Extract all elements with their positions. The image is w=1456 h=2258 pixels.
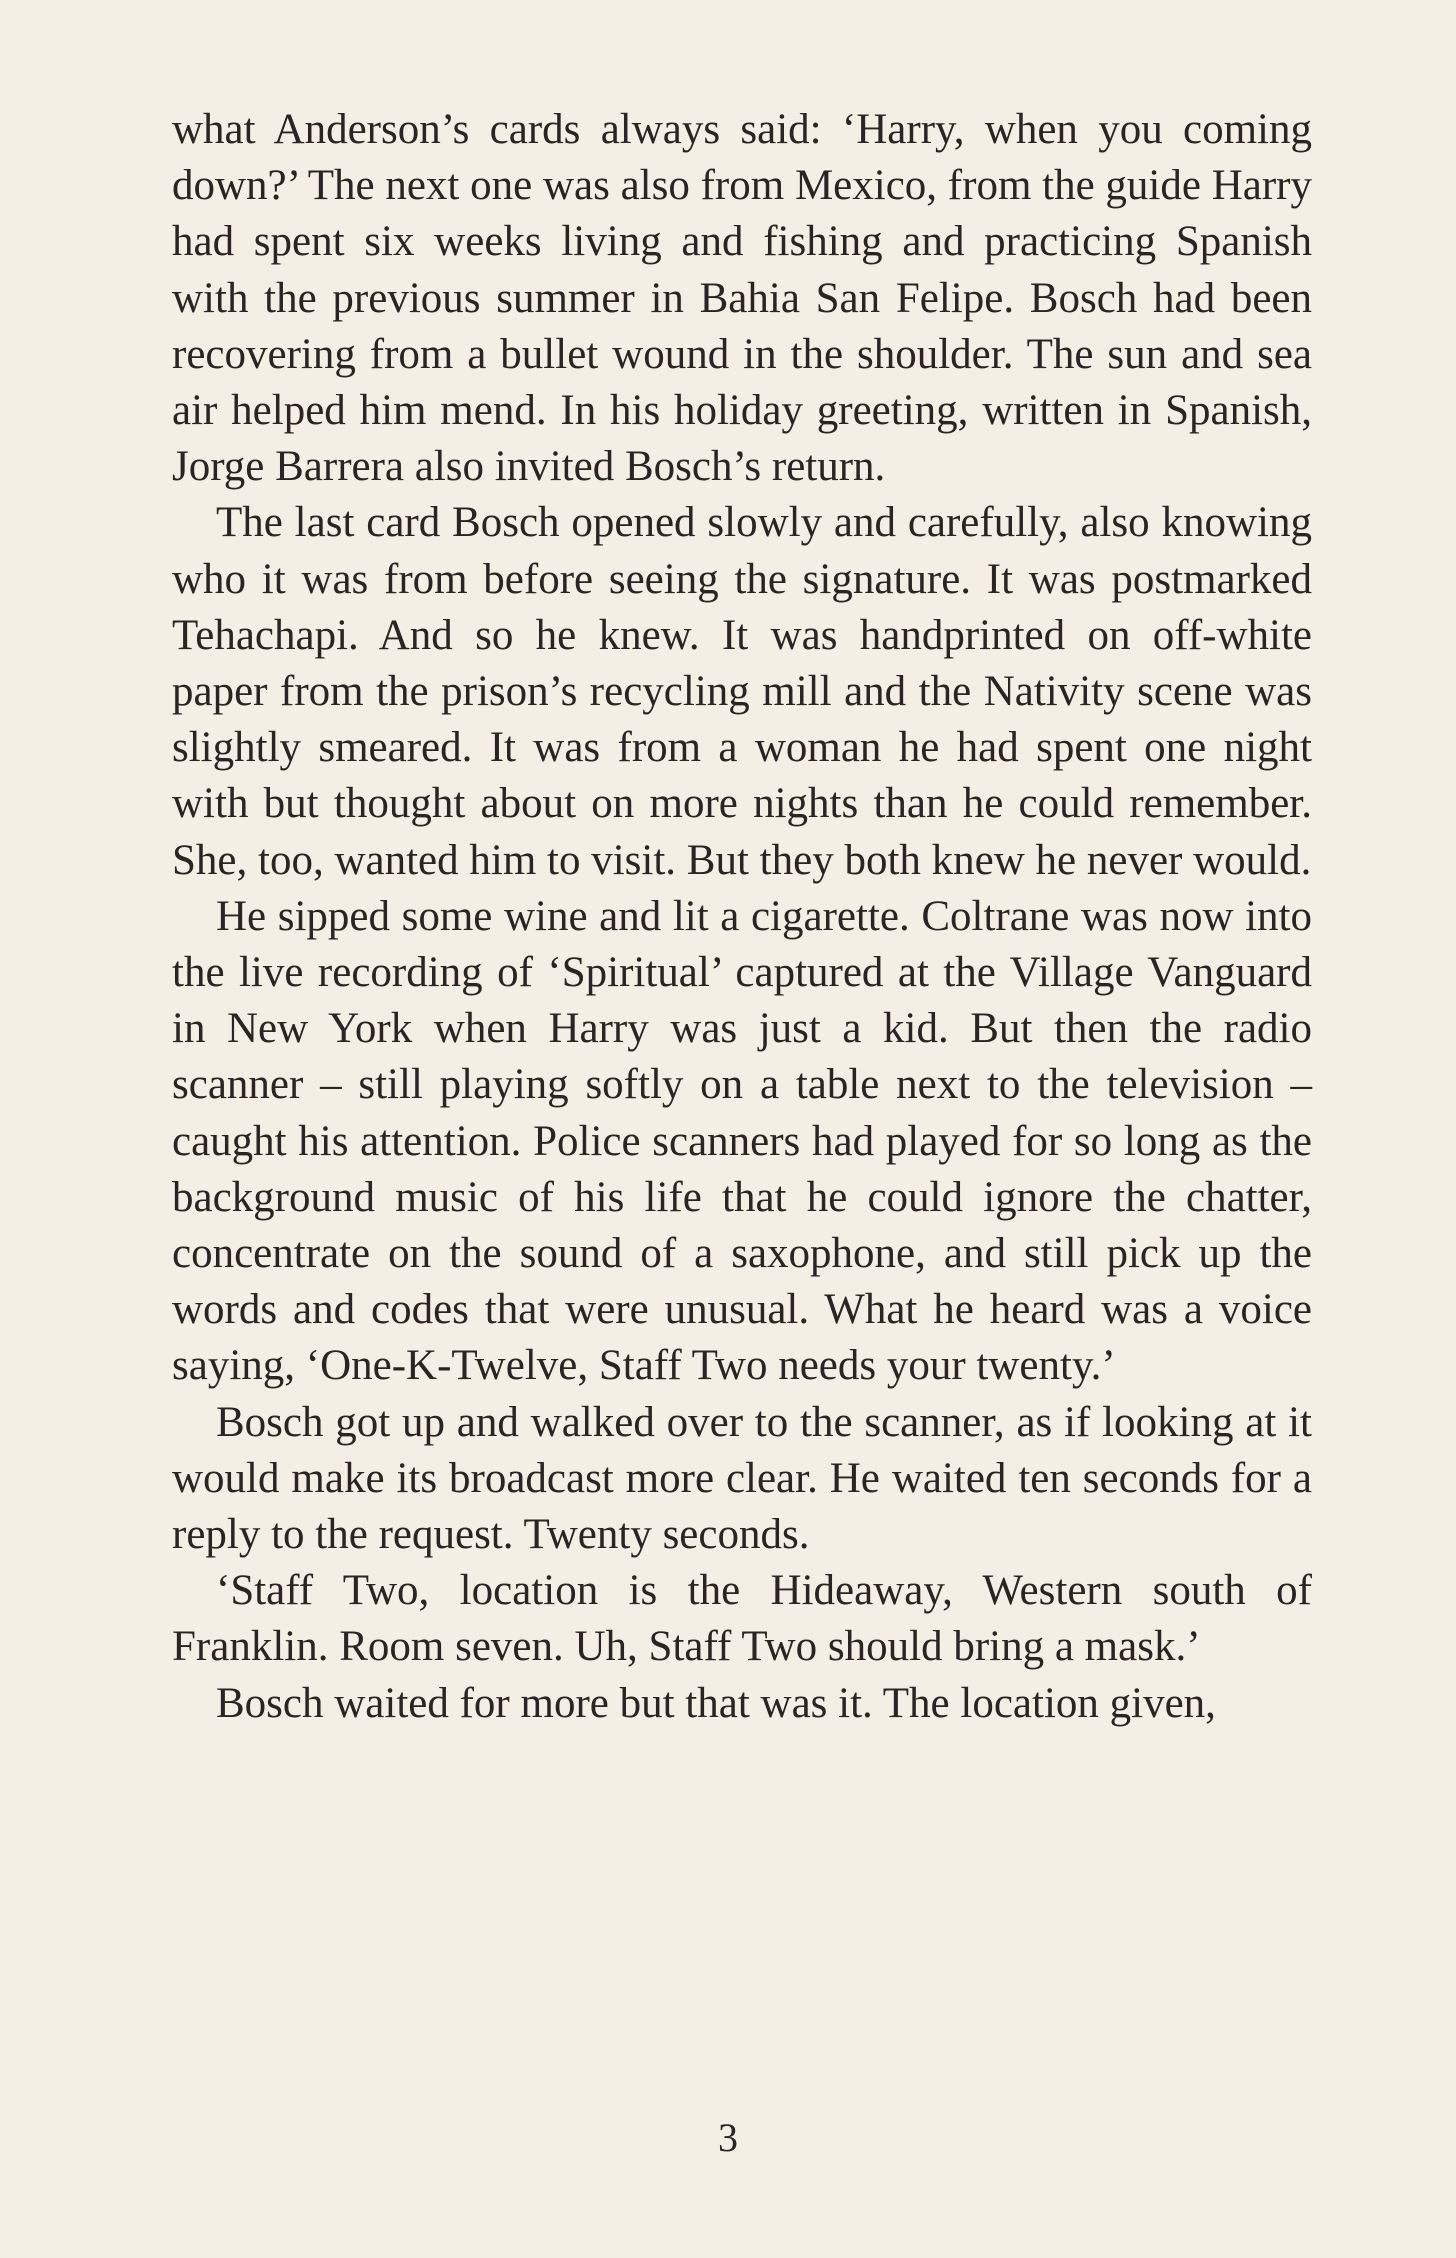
page-number: 3 (718, 2115, 738, 2160)
body-text (172, 102, 1312, 1732)
paragraph-4: Bosch got up and walked over to the scanner, as if looking at it would make its broadcast more clear. He waited ten seconds for a reply to the request. Twenty seconds. (172, 1398, 1312, 1559)
paragraph-3: He sipped some wine and lit a cigarette. Coltrane was now into the live recording of ‘Spiritual’ captured at the Village Vanguard in New York when Harry was just a kid. But then the radio scanner – still playing softly on a table next to the television – caught his attention. Police scanners had played for so long as the background music of his life that he could ignore the chatter, concentrate on the sound of a saxophone, and still pick up the words and codes that were unusual. What he heard was a voice saying, ‘One-K-Twelve, Staff Two needs your twenty.’ (172, 892, 1312, 1390)
paragraph-5: ‘Staff Two, location is the Hideaway, Western south of Franklin. Room seven. Uh, Staff Two should bring a mask.’ (172, 1567, 1312, 1671)
paragraph-6: Bosch waited for more but that was it. The location given, (216, 1679, 1216, 1727)
paragraph-2: The last card Bosch opened slowly and carefully, also knowing who it was from before seeing the signature. It was postmarked Tehachapi. And so he knew. It was handprinted on off-white paper from the prison’s recycling mill and the Nativity scene was slightly smeared. It was from a woman he had spent one night with but thought about on more nights than he could remember. She, too, wanted him to visit. But they both knew he never would. (172, 499, 1312, 884)
paragraph-1: what Anderson’s cards always said: ‘Harry, when you coming down?’ The next one was also from Mexico, from the guide Harry had spent six weeks living and fishing and practicing Spanish with the previous summer in Bahia San Felipe. Bosch had been recovering from a bullet wound in the shoulder. The sun and sea air helped him mend. In his holiday greeting, written in Spanish, Jorge Barrera also invited Bosch’s return. (172, 106, 1312, 491)
